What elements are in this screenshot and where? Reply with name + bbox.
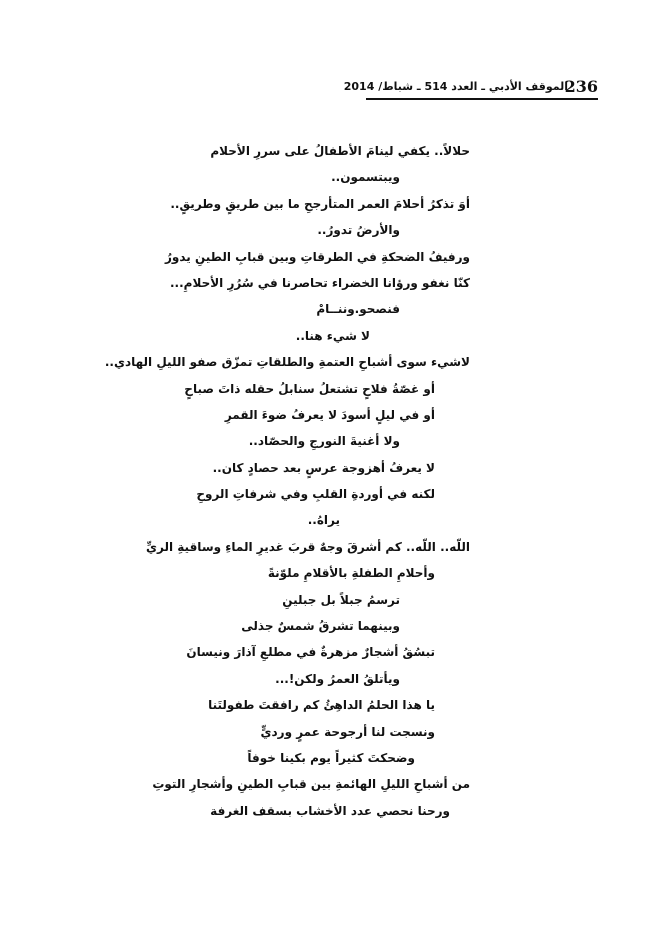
poem-line: ورحنا نحصي عدد الأخشاب بسقف الغرفة [210, 803, 450, 818]
poem-line: ونسجت لنا أرجوحة عمرٍ ورديٍّ [260, 724, 435, 739]
poem-line: لا شيء هنا.. [295, 328, 370, 343]
poem-line: يراهُ.. [307, 513, 340, 528]
poem-line: ترسمُ جبلاً بل جبلينِ [282, 592, 400, 607]
poem-line: من أشباحِ الليلِ الهائمةِ بين قبابِ الطينِ وأشجارِ التوتِ [152, 777, 470, 792]
poem-line: أو في ليلٍ أسودَ لا يعرفُ ضوءَ القمرِ [224, 407, 435, 422]
poem-line: حلالاً.. يكفي لينامَ الأطفالُ على سررِ الأحلام [210, 144, 470, 158]
poem-line: فنصحو.وننــامْ [316, 302, 400, 317]
poem-line: والأرضُ تدورُ.. [317, 223, 400, 238]
poem-line: ولا أغنيةَ النورجِ والحصّاد.. [248, 434, 400, 449]
poem-line: ورفيفُ الضحكةِ في الطرقاتِ وبين قبابِ الطينِ يدورُ [165, 249, 470, 264]
poem-line: ويأتلقُ العمرُ ولكن!... [275, 671, 400, 686]
poem-line: لا يعرفُ أهزوجة عرسٍ بعد حصادٍ كان.. [212, 460, 435, 475]
poem-line: لكنه في أوردةِ القلبِ وفي شرفاتِ الروحِ [196, 487, 435, 502]
page-number: 236 [564, 77, 598, 96]
header-rule [366, 98, 598, 100]
poem-line: يا هذا الحلمُ الداهِئُ كم رافقتَ طفولتَنا [208, 698, 435, 713]
page-header [343, 76, 598, 100]
poem-body [104, 138, 470, 824]
poem-line: ويبتسمون.. [331, 170, 400, 185]
poem-line: أو غصّةُ فلاحٍ تشتعلُ سنابلُ حقله ذاتَ صباحٍ [184, 381, 435, 396]
poem-line: لاشيء سوى أشباحِ العتمةِ والطلقاتِ تمزّق صفو الليلِ الهادي.. [104, 355, 470, 370]
poem-line: تبسُقُ أشجارٌ مزهرةٌ في مطلعِ آذارَ ونيسانَ [186, 645, 435, 660]
poem-line: اللّه.. اللّه.. كم أشرقَ وجهٌ قربَ غديرِ الماءِ وساقيةِ الريِّ [146, 539, 470, 554]
poem-line: وضحكتَ كثيراً يوم بكينا خوفاً [247, 750, 415, 765]
poem-line: كنّا نغفو ورؤانا الخضراء تحاصرنا في سُرُرِ الأحلامِ... [169, 275, 470, 290]
poem-line: وأحلامِ الطفلةِ بالأقلامِ ملوّنةً [267, 566, 435, 581]
poem-line: أوَ تذكرُ أحلامَ العمر المتأرجحِ ما بين طريقٍ وطريقٍ.. [170, 196, 470, 211]
poem-line: وبينهما تشرقُ شمسٌ جذلى [241, 619, 400, 634]
running-head: الموقف الأدبي ـ العدد 514 ـ شباط/ 2014 [343, 80, 568, 93]
